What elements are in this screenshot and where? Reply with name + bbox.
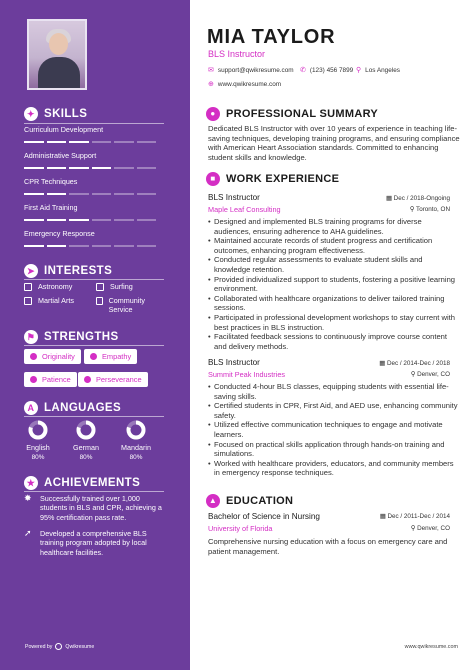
skill-item: Administrative Support [24, 151, 156, 169]
skill-level-bar [24, 141, 156, 143]
list-item: • Participated in professional development workshops to stay current with best practices in BLS instruction. [208, 313, 458, 332]
interest-item: Astronomy [24, 282, 72, 291]
separator [24, 416, 164, 417]
list-item: • Conducted regular assessments to evaluate student skills and knowledge retention. [208, 255, 458, 274]
list-item: • Provided individualized support to students, fostering a positive learning environment. [208, 275, 458, 294]
list-item: • Focused on practical skills application through hands-on training and simulations. [208, 440, 458, 459]
achievement-item: ✸ Successfully trained over 1,000 students in BLS and CPR, achieving a 95% certification pass rate. [24, 493, 162, 522]
book-icon [24, 297, 32, 305]
job-bullets [208, 217, 458, 351]
languages-heading: A LANGUAGES [24, 401, 121, 415]
strength-pill: Patience [24, 372, 77, 387]
job-company: Maple Leaf Consulting [208, 205, 281, 214]
job-company: Summit Peak Industries [208, 370, 286, 379]
trophy-icon: ★ [24, 476, 38, 490]
powered-by: Powered by Qwikresume [25, 643, 95, 650]
job-title: BLS Instructor [208, 358, 260, 367]
person-icon: ● [206, 107, 220, 121]
summary-text: Dedicated BLS Instructor with over 10 years of experience in teaching life-saving techniques, developing training programs, and ensuring compliance with American Heart Association standards. Committed to enhancing student skills and knowledge. [208, 124, 460, 162]
list-item: • Conducted 4-hour BLS classes, equipping students with essential life-saving skills. [208, 382, 458, 401]
summary-heading: ● PROFESSIONAL SUMMARY [206, 107, 378, 121]
education-location: ⚲ Denver, CO [410, 525, 450, 532]
list-item: • Certified students in CPR, First Aid, and AED use, enhancing community safety. [208, 401, 458, 420]
strength-pill: Perseverance [78, 372, 148, 387]
strength-pill: Empathy [84, 349, 137, 364]
list-item: • Designed and implemented BLS training programs for diverse audiences, ensuring adherence to AHA guidelines. [208, 217, 458, 236]
list-item: • Worked with healthcare providers, educators, and community members in emergency response techniques. [208, 459, 458, 478]
star-icon: ✸ [24, 493, 32, 503]
job-title: BLS Instructor [208, 193, 260, 202]
language-item: German 80% [66, 420, 106, 461]
language-ring [28, 420, 48, 440]
footer-url[interactable]: www.qwikresume.com [404, 644, 458, 650]
degree: Bachelor of Science in Nursing [208, 512, 320, 521]
language-ring [76, 420, 96, 440]
education-text: Comprehensive nursing education with a focus on emergency care and patient management. [208, 537, 448, 556]
website-contact[interactable]: ⊕ www.qwikresume.com [208, 80, 282, 88]
separator [24, 491, 164, 492]
interests-heading: ➤ INTERESTS [24, 264, 112, 278]
language-item: Mandarin 80% [116, 420, 156, 461]
separator [24, 279, 164, 280]
achievements-heading: ★ ACHIEVEMENTS [24, 476, 140, 490]
list-item: • Maintained accurate records of student progress and certification outcomes, enhancing program effectiveness. [208, 236, 458, 255]
job-date: ▦ Dec / 2018-Ongoing [385, 195, 450, 202]
skill-level-bar [24, 219, 156, 221]
globe-icon: ⊕ [208, 81, 214, 88]
experience-heading: ■ WORK EXPERIENCE [206, 172, 339, 186]
skill-item: Curriculum Development [24, 125, 156, 143]
rocket-icon: ➤ [24, 264, 38, 278]
job-location: ⚲ Denver, CO [410, 371, 450, 378]
candidate-title: BLS Instructor [208, 49, 266, 59]
list-item: • Facilitated feedback sessions to continuously improve course content and delivery methods. [208, 332, 458, 351]
strength-pill: Originality [24, 349, 81, 364]
education-heading: ▲ EDUCATION [206, 494, 293, 508]
skill-level-bar [24, 167, 156, 169]
school: University of Florida [208, 524, 273, 533]
skill-item: First Aid Training [24, 203, 156, 221]
skill-level-bar [24, 245, 156, 247]
qwikresume-logo-icon [55, 643, 62, 650]
education-date: ▦ Dec / 2011-Dec / 2014 [379, 513, 450, 520]
graduation-cap-icon: ▲ [206, 494, 220, 508]
profile-photo [27, 19, 87, 90]
skill-item: Emergency Response [24, 229, 156, 247]
brand-link[interactable]: Qwikresume [65, 643, 95, 650]
bulb-icon: ✦ [24, 107, 38, 121]
main-content [190, 0, 474, 670]
language-item: English 80% [18, 420, 58, 461]
skill-item: CPR Techniques [24, 177, 156, 195]
mail-icon: ✉ [208, 67, 214, 74]
interest-item: Community Service [96, 296, 156, 314]
rocket-icon: ➚ [24, 528, 32, 538]
list-item: • Utilized effective communication techniques to engage and motivate learners. [208, 420, 458, 439]
flag-icon: ⚑ [24, 330, 38, 344]
skill-level-bar [24, 193, 156, 195]
email-contact[interactable]: ✉ support@qwikresume.com [208, 66, 294, 74]
book-icon [96, 297, 103, 305]
skills-heading: ✦ SKILLS [24, 107, 87, 121]
separator [24, 123, 164, 124]
sidebar [0, 0, 190, 670]
separator [24, 345, 164, 346]
interest-item: Surfing [96, 282, 156, 291]
briefcase-icon: ■ [206, 172, 220, 186]
job-date: ▦ Dec / 2014-Dec / 2018 [379, 360, 450, 367]
list-item: • Collaborated with healthcare organizations to deliver tailored training sessions. [208, 294, 458, 313]
book-icon [24, 283, 32, 291]
phone-contact[interactable]: ✆ (123) 456 7899 [300, 66, 354, 74]
job-location: ⚲ Toronto, ON [409, 206, 450, 213]
strengths-heading: ⚑ STRENGTHS [24, 330, 119, 344]
location-pin-icon: ⚲ [356, 67, 362, 74]
achievement-item: ➚ Developed a comprehensive BLS training program adopted by local healthcare facilities. [24, 528, 147, 557]
interest-item: Martial Arts [24, 296, 74, 305]
location-contact: ⚲ Los Angeles [356, 66, 400, 74]
language-ring [126, 420, 146, 440]
phone-icon: ✆ [300, 67, 306, 74]
job-bullets [208, 382, 458, 478]
book-icon [96, 283, 104, 291]
candidate-name: MIA TAYLOR [207, 26, 336, 48]
language-icon: A [24, 401, 38, 415]
